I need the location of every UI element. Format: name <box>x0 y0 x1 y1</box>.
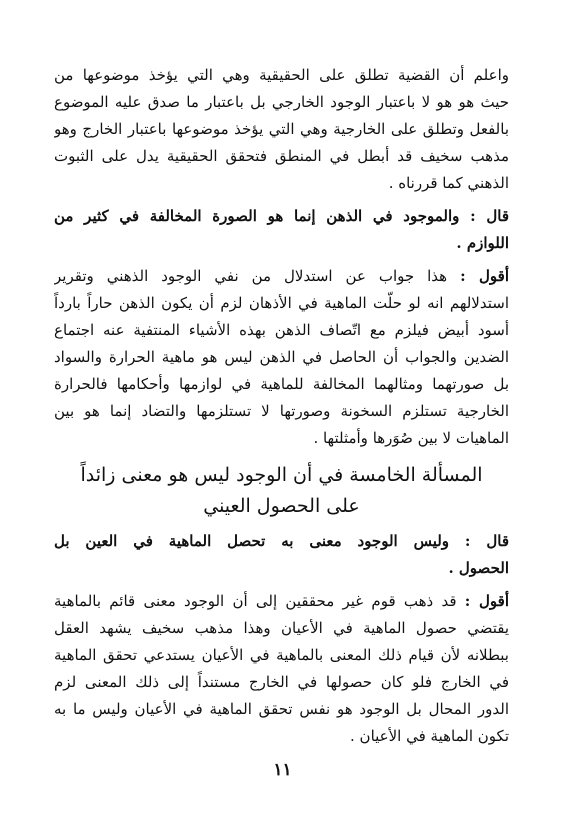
line-text: قد ذهب قوم غير محققين إلى أن الوجود معنى قائم بالماهية <box>54 592 465 610</box>
paragraph-quote-1 <box>54 203 509 257</box>
text-line: في الخارج فلو كان حصولها في الخارج مستنداً إلى ذلك المعنى لزم <box>54 673 509 691</box>
text-line <box>54 588 509 615</box>
text-line: تكون الماهية في الأعيان . <box>350 727 509 745</box>
lead-word: أقول : <box>464 592 509 610</box>
paragraph-commentary-1 <box>54 263 509 452</box>
paragraph-commentary-2 <box>54 588 509 750</box>
text-line: الخارجية تستلزم السخونة وصورتها لا تستلزمها والتضاد إنما هو بين <box>54 402 509 420</box>
heading-line-1: المسألة الخامسة في أن الوجود ليس هو معنى زائداً <box>80 464 483 486</box>
lead-word: أقول : <box>460 267 509 285</box>
text-line: بالفعل وتطلق على الخارجية وهي التي يؤخذ موضوعها باعتبار الخارج وهو <box>54 120 509 138</box>
text-line: الماهيات لا بين صُوَرها وأمثلتها . <box>313 429 509 447</box>
heading-line-2: على الحصول العيني <box>203 495 360 517</box>
paragraph-intro <box>54 62 509 197</box>
line-text: هذا جواب عن استدلال من نفي الوجود الذهني وتقرير <box>54 267 461 285</box>
text-line: الحصول . <box>448 559 509 577</box>
text-line: استدلالهم انه لو حلّت الماهية في الأذهان لزم أن يكون الذهن حاراً بارداً <box>54 294 509 312</box>
text-line: الذهني كما قررناه . <box>388 174 509 192</box>
text-line: الدور المحال بل الوجود هو نفس تحقق الماهية في الأعيان وليس ما به <box>54 700 509 718</box>
text-line: أسود أبيض فيلزم مع اتّصاف الذهن بهذه الأشياء المنتفية عنه اجتماع <box>54 321 509 339</box>
text-line: بل صورتهما ومثالهما المخالفة للماهية في لوازمها وأحكامها فالحرارة <box>54 375 509 393</box>
text-line: قال : والموجود في الذهن إنما هو الصورة المخالفة في كثير من <box>54 207 509 225</box>
text-line: الضدين والجواب أن الحاصل في الذهن ليس هو ماهية الحرارة والسواد <box>54 348 509 366</box>
text-line: يقتضي حصول الماهية في الأعيان وهذا مذهب سخيف يشهد العقل <box>54 619 509 637</box>
page-number: ١١ <box>273 760 292 780</box>
text-line <box>54 263 509 290</box>
section-heading <box>54 460 509 522</box>
text-line: مذهب سخيف قد أبطل في المنطق فتحقق الحقيقية يدل على الثبوت <box>54 147 509 165</box>
paragraph-quote-2 <box>54 528 509 582</box>
text-line: اللوازم . <box>456 234 509 252</box>
text-line: حيث هو هو لا باعتبار الوجود الخارجي بل باعتبار ما صدق عليه الموضوع <box>54 93 509 111</box>
text-line: ببطلانه لأن قيام ذلك المعنى بالماهية في الأعيان يستدعي تحقق الماهية <box>54 646 509 664</box>
text-line: قال : وليس الوجود معنى به تحصل الماهية في العين بل <box>54 532 509 550</box>
text-line: واعلم أن القضية تطلق على الحقيقية وهي التي يؤخذ موضوعها من <box>54 66 509 84</box>
